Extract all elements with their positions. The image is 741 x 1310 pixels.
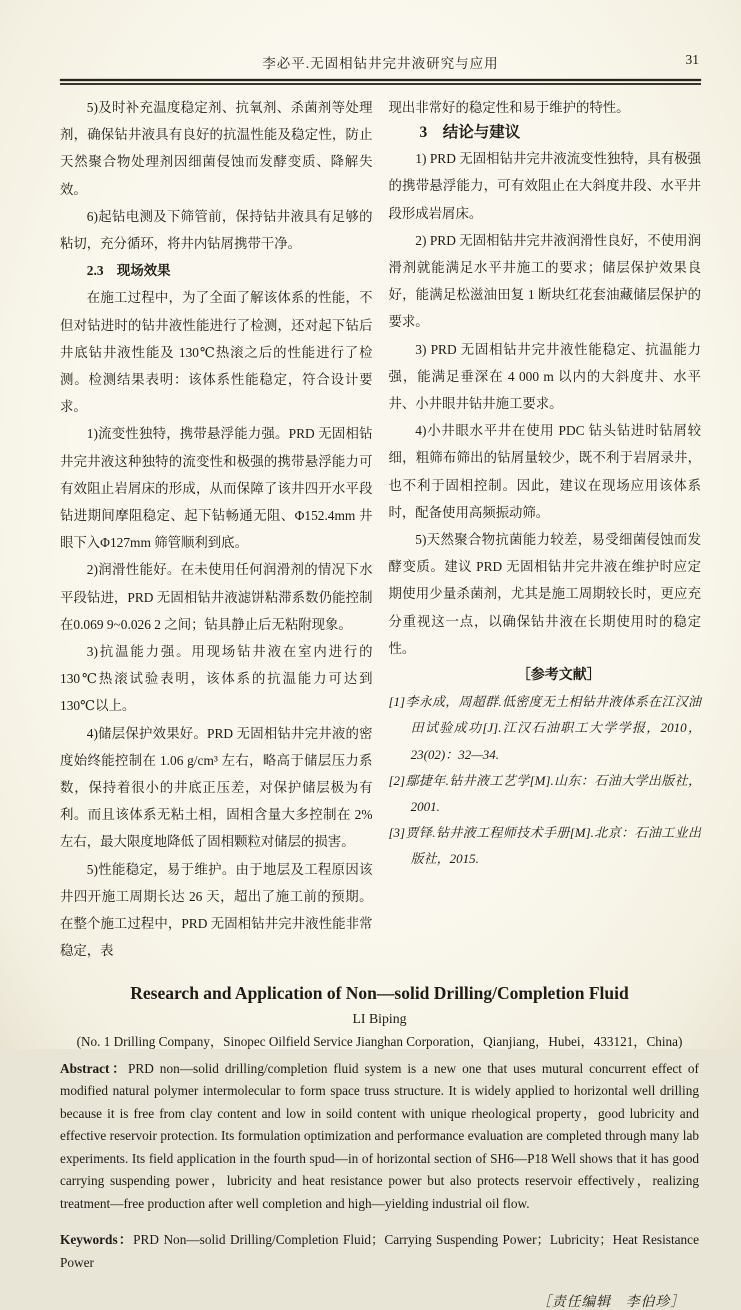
para-reservoir-protection: 4)储层保护效果好。PRD 无固相钻井完井液的密度始终能控制在 1.06 g/cm³ 左右，略高于储层压力系数，保持着很小的井底正压差，对保护储层极为有利。而且该体系无粘土相，固相含量大多控制在 2% 左右，最大限度地降低了固相颗粒对储层的损害。 xyxy=(60,720,373,856)
english-affiliation: (No. 1 Drilling Company，Sinopec Oilfield Service Jianghan Corporation，Qianjiang，Hubei，433121，China) xyxy=(60,1033,699,1051)
para-conclusion-2: 2) PRD 无固相钻井完井液润滑性良好，不使用润滑剂就能满足水平井施工的要求；储层保护效果良好，能满足松滋油田复 1 断块红花套油藏储层保护的要求。 xyxy=(389,227,702,336)
english-title: Research and Application of Non—solid Drilling/Completion Fluid xyxy=(60,981,699,1005)
english-author: LI Biping xyxy=(60,1010,699,1028)
heading-field-results: 2.3 现场效果 xyxy=(60,257,373,284)
running-header xyxy=(60,52,701,74)
para-conclusion-1: 1) PRD 无固相钻井完井液流变性独特，具有极强的携带悬浮能力，可有效阻止在大斜度井段、水平井段形成岩屑床。 xyxy=(389,145,702,227)
para-conclusion-3: 3) PRD 无固相钻井完井液性能稳定、抗温能力强，能满足垂深在 4 000 m 以内的大斜度井、水平井、小井眼井钻井施工要求。 xyxy=(389,336,702,418)
reference-item-2: [2]鄢捷年.钻井液工艺学[M].山东：石油大学出版社，2001. xyxy=(389,768,702,820)
reference-item-1: [1]李永成，周超群.低密度无土相钻井液体系在江汉油田试验成功[J].江汉石油职工大学学报，2010，23(02)：32—34. xyxy=(389,689,702,768)
keywords-label: Keywords： xyxy=(60,1232,133,1247)
para-tripping-logging: 6)起钻电测及下筛管前，保持钻井液具有足够的粘切，充分循环，将井内钻屑携带干净。 xyxy=(60,203,373,257)
reference-item-3: [3]贾铎.钻井液工程师技术手册[M].北京：石油工业出版社，2015. xyxy=(389,820,702,872)
para-field-test-intro: 在施工过程中，为了全面了解该体系的性能，不但对钻进时的钻井液性能进行了检测，还对起下钻后井底钻井液性能及 130℃热滚之后的性能进行了检测。检测结果表明：该体系性能稳定，符合设计要求。 xyxy=(60,284,373,420)
para-continuation: 现出非常好的稳定性和易于维护的特性。 xyxy=(389,94,702,121)
heading-references: ［参考文献］ xyxy=(389,662,702,689)
body-columns xyxy=(60,94,701,965)
para-rheology: 1)流变性独特，携带悬浮能力强。PRD 无固相钻井完井液这种独特的流变性和极强的携带悬浮能力可有效阻止岩屑床的形成，从而保障了该井四开水平段钻进期间摩阻稳定、起下钻畅通无阻、Φ152.4mm 井眼下入Φ127mm 筛管顺利到底。 xyxy=(60,420,373,556)
abstract-label: Abstract： xyxy=(60,1061,128,1076)
para-conclusion-5: 5)天然聚合物抗菌能力较差，易受细菌侵蚀而发酵变质。建议 PRD 无固相钻井完井液在维护时应定期使用少量杀菌剂，尤其是施工周期较长时，更应充分重视这一点，以确保钻井液在长期使用时的稳定性。 xyxy=(389,526,702,662)
left-column xyxy=(60,94,373,965)
para-treatment-agents: 5)及时补充温度稳定剂、抗氧剂、杀菌剂等处理剂，确保钻井液具有良好的抗温性能及稳定性，防止天然聚合物处理剂因细菌侵蚀而发酵变质、降解失效。 xyxy=(60,94,373,203)
para-conclusion-4: 4)小井眼水平井在使用 PDC 钻头钻进时钻屑较细，粗筛布筛出的钻屑量较少，既不利于岩屑录井，也不利于固相控制。因此，建议在现场应用该体系时，配备使用高频振动筛。 xyxy=(389,417,702,526)
running-title: 李必平.无固相钻井完井液研究与应用 xyxy=(60,52,701,72)
heading-conclusions: 3 结论与建议 xyxy=(389,121,702,145)
abstract-text: PRD non—solid drilling/completion fluid system is a new one that uses mutural concurrent effect of modified natural polymer intermolecular to form space truss structure. It is widely applied to horizontal well drilling because it is free from clay content and low in soild content with unique rheological property，good lubricity and effective reservoir protection. Its formulation optimization and performance evaluation are completed through many lab experiments. Its field application in the fourth spud—in of horizontal section of SH6—P18 Well shows that it has good carrying suspending power，lubricity and heat resistance power but also protects reservoir effectively，realizing treatment—free production after well completion and high—yielding industrial oil flow. xyxy=(60,1061,699,1212)
english-section xyxy=(60,981,701,1310)
para-stability: 5)性能稳定，易于维护。由于地层及工程原因该井四开施工周期长达 26 天，超出了施工前的预期。在整个施工过程中，PRD 无固相钻井完井液性能非常稳定，表 xyxy=(60,856,373,965)
para-heat-resistance: 3)抗温能力强。用现场钻井液在室内进行的 130℃热滚试验表明，该体系的抗温能力可达到 130℃以上。 xyxy=(60,638,373,720)
para-lubricity: 2)润滑性能好。在未使用任何润滑剂的情况下水平段钻进，PRD 无固相钻井液滤饼粘滞系数仍能控制在0.069 9~0.026 2 之间；钻具静止后无粘附现象。 xyxy=(60,556,373,638)
abstract xyxy=(60,1058,699,1216)
keywords-text: PRD Non—solid Drilling/Completion Fluid；Carrying Suspending Power；Lubricity；Heat Resistance Power xyxy=(60,1232,699,1270)
header-rule-thin xyxy=(60,83,701,85)
editor-note: ［责任编辑 李伯珍］ xyxy=(60,1290,699,1310)
right-column xyxy=(389,94,702,965)
keywords xyxy=(60,1229,699,1274)
header-rule-thick xyxy=(60,79,701,81)
reference-list xyxy=(389,689,702,872)
page-number: 31 xyxy=(686,52,700,68)
